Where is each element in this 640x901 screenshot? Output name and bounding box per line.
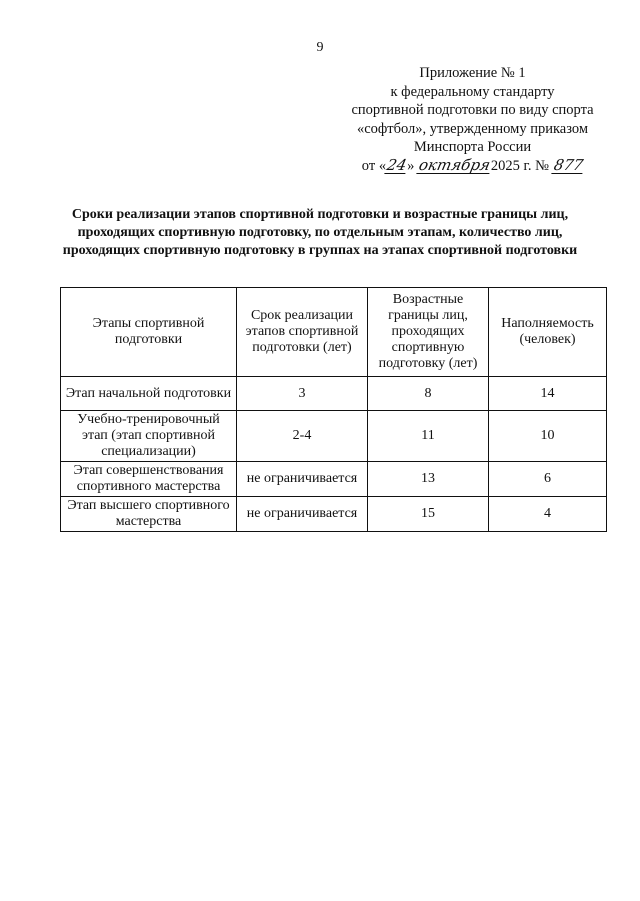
cell-age: 13: [368, 462, 489, 497]
order-date-line: [330, 157, 615, 176]
document-title: Сроки реализации этапов спортивной подготовки и возрастные границы лиц, проходящих спортивную подготовку, по отдельным этапам, количество лиц, проходящих спортивную подготовку в группах на этапах спортивной подготовки: [62, 207, 578, 258]
cell-duration: не ограничивается: [237, 497, 368, 532]
page-number: 9: [316, 40, 324, 55]
handwritten-order-number: 877: [551, 155, 585, 174]
header-duration: Срок реализации этапов спортивной подготовки (лет): [237, 288, 368, 377]
header-age: Возрастные границы лиц, проходящих спортивную подготовку (лет): [368, 288, 489, 377]
appendix-line-5: Минспорта России: [413, 139, 532, 155]
day-suffix: »: [407, 157, 415, 174]
year-suffix: 2025 г. №: [490, 157, 549, 174]
cell-stage: Этап совершенствования спортивного мастерства: [61, 462, 237, 497]
header-group-size: Наполняемость (человек): [489, 288, 607, 377]
cell-stage: Учебно-тренировочный этап (этап спортивной специализации): [61, 411, 237, 462]
cell-group-size: 6: [489, 462, 607, 497]
cell-age: 15: [368, 497, 489, 532]
handwritten-month: октября: [417, 155, 493, 174]
appendix-line-3: спортивной подготовки по виду спорта: [351, 102, 594, 118]
table-header-row: [61, 288, 607, 377]
appendix-line-4: «софтбол», утвержденному приказом: [356, 120, 589, 137]
table-row: [61, 411, 607, 462]
appendix-line-2: к федеральному стандарту: [390, 83, 555, 100]
cell-age: 11: [368, 411, 489, 462]
cell-duration: 2-4: [237, 411, 368, 462]
cell-group-size: 14: [489, 377, 607, 411]
cell-stage: Этап высшего спортивного мастерства: [61, 497, 237, 532]
table-row: [61, 462, 607, 497]
cell-group-size: 4: [489, 497, 607, 532]
cell-group-size: 10: [489, 411, 607, 462]
header-stage: Этапы спортивной подготовки: [61, 288, 237, 377]
table-row: [61, 377, 607, 411]
cell-age: 8: [368, 377, 489, 411]
cell-duration: 3: [237, 377, 368, 411]
appendix-line-1: Приложение № 1: [419, 65, 526, 81]
handwritten-day: 24: [385, 155, 409, 174]
cell-duration: не ограничивается: [237, 462, 368, 497]
stages-table: [60, 287, 607, 532]
table-row: [61, 497, 607, 532]
stages-table-wrap: [60, 287, 606, 532]
appendix-block: [330, 64, 615, 175]
cell-stage: Этап начальной подготовки: [61, 377, 237, 411]
date-prefix: от «: [361, 157, 387, 174]
